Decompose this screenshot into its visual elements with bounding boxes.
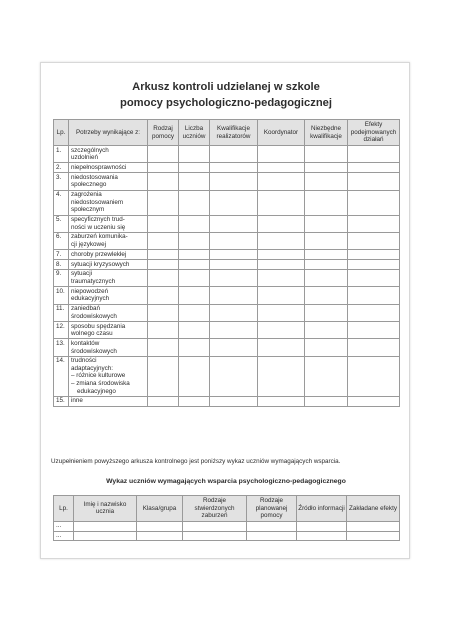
row-number: 8. [54,260,69,270]
empty-cell [179,321,210,338]
row-number: 13. [54,339,69,356]
need-line: niepełnosprawności [71,163,127,171]
empty-cell [348,146,400,163]
empty-cell [210,321,258,338]
need-line: środowiskowych [71,312,117,320]
empty-cell [297,521,347,531]
empty-cell [305,146,348,163]
table-row [54,287,400,304]
header-needs: Potrzeby wynikające z: [69,120,148,146]
row-need [69,304,148,321]
empty-cell [258,321,305,338]
need-line: trudności [71,357,97,365]
empty-cell [210,232,258,249]
empty-cell [210,146,258,163]
empty-cell [179,396,210,406]
row-number: 9. [54,269,69,286]
empty-cell [210,163,258,173]
need-line: – zmiana środowiska [71,380,130,388]
students-list-title: Wykaz uczniów wymagających wsparcia psychologiczno-pedagogicznego [106,478,346,485]
header-required-qualifications: Niezbędne kwalifikacje [305,120,348,146]
empty-cell [258,163,305,173]
header-lp: Lp. [54,120,69,146]
empty-cell [348,163,400,173]
row-need [69,356,148,396]
empty-cell [148,190,179,215]
empty-cell [305,287,348,304]
header-qualifications: Kwalifikacje realizatorów [210,120,258,146]
empty-cell [348,250,400,260]
empty-cell [258,287,305,304]
need-line: społecznym [71,206,105,214]
control-table [53,119,400,407]
empty-cell [305,250,348,260]
empty-cell [210,260,258,270]
empty-cell [148,163,179,173]
empty-cell [305,215,348,232]
students-header-disorders: Rodzaje stwierdzonych zaburzeń [183,496,247,522]
empty-cell [179,339,210,356]
students-header-planned-help: Rodzaje planowanej pomocy [247,496,297,522]
empty-cell [247,531,297,541]
row-number: 6. [54,232,69,249]
empty-cell [258,396,305,406]
empty-cell [348,260,400,270]
table-row [54,250,400,260]
row-need [69,287,148,304]
need-line: – różnice kulturowe [71,372,126,380]
table-row [54,232,400,249]
empty-cell [258,190,305,215]
header-coordinator: Koordynator [258,120,305,146]
empty-cell [348,396,400,406]
empty-cell [210,287,258,304]
document-title [41,79,411,111]
header-effects: Efekty podejmowanych działań [348,120,400,146]
row-number: 10. [54,287,69,304]
empty-cell [179,260,210,270]
row-need [69,250,148,260]
row-need [69,173,148,190]
empty-cell [305,260,348,270]
empty-cell [179,287,210,304]
empty-cell [305,321,348,338]
empty-cell [348,356,400,396]
empty-cell [148,396,179,406]
empty-cell [210,190,258,215]
students-header-class: Klasa/grupa [137,496,183,522]
table-row [54,304,400,321]
empty-cell [148,232,179,249]
empty-cell [210,396,258,406]
empty-cell [348,321,400,338]
need-line: zaburzeń komunika- [71,233,128,241]
empty-cell [210,339,258,356]
row-number: 14. [54,356,69,396]
empty-cell [148,250,179,260]
table-row [54,396,400,406]
empty-cell [348,215,400,232]
table-row [54,269,400,286]
row-number: 7. [54,250,69,260]
supplement-note: Uzupełnieniem powyższego arkusza kontrolnego jest poniższy wykaz uczniów wymagających wsparcia. [51,458,341,465]
table-row [54,163,400,173]
row-need [69,146,148,163]
need-line: choroby przewlekłej [71,250,127,258]
empty-cell [148,173,179,190]
row-number: 1. [54,146,69,163]
empty-cell [179,250,210,260]
empty-cell [305,163,348,173]
empty-cell [305,232,348,249]
need-line: wolnego czasu [71,330,113,338]
need-line: niedostosowania [71,173,118,181]
need-line: edukacyjnych [71,295,110,303]
empty-cell [258,304,305,321]
row-need [69,215,148,232]
empty-cell [348,173,400,190]
title-line-2: pomocy psychologiczno-pedagogicznej [120,97,332,109]
row-number: 15. [54,396,69,406]
control-table-header [54,120,400,146]
students-row-number: ... [54,531,74,541]
row-number: 12. [54,321,69,338]
students-header-source: Źródło informacji [297,496,347,522]
row-need [69,339,148,356]
empty-cell [183,521,247,531]
empty-cell [258,269,305,286]
need-line: uzdolnień [71,154,98,162]
empty-cell [210,173,258,190]
students-row [54,521,400,531]
empty-cell [258,250,305,260]
row-number: 5. [54,215,69,232]
empty-cell [179,304,210,321]
empty-cell [247,521,297,531]
empty-cell [210,269,258,286]
table-row [54,173,400,190]
need-line: cji językowej [71,241,106,249]
empty-cell [305,173,348,190]
empty-cell [305,339,348,356]
empty-cell [258,146,305,163]
empty-cell [348,287,400,304]
empty-cell [179,356,210,396]
empty-cell [148,356,179,396]
empty-cell [74,521,137,531]
row-need [69,269,148,286]
need-line: ności w uczeniu się [71,223,126,231]
empty-cell [74,531,137,541]
empty-cell [148,304,179,321]
table-row [54,215,400,232]
need-line: środowiskowych [71,347,117,355]
need-line: sytuacji kryzysowych [71,260,130,268]
row-number: 11. [54,304,69,321]
need-line: edukacyjnego [77,387,116,395]
students-table-header [54,496,400,522]
empty-cell [258,356,305,396]
header-help-type: Rodzaj pomocy [148,120,179,146]
empty-cell [179,190,210,215]
empty-cell [348,190,400,215]
empty-cell [258,260,305,270]
empty-cell [305,396,348,406]
students-header-lp: Lp. [54,496,74,522]
table-row [54,146,400,163]
empty-cell [148,287,179,304]
empty-cell [148,260,179,270]
table-row [54,339,400,356]
table-row [54,356,400,396]
students-table [53,495,400,541]
empty-cell [179,146,210,163]
need-line: inne [71,397,83,405]
empty-cell [305,269,348,286]
row-need [69,163,148,173]
row-number: 4. [54,190,69,215]
empty-cell [179,232,210,249]
empty-cell [347,531,400,541]
row-number: 3. [54,173,69,190]
empty-cell [148,269,179,286]
empty-cell [348,339,400,356]
need-line: zagrożenia [71,191,102,199]
row-need [69,232,148,249]
need-line: traumatycznych [71,278,116,285]
empty-cell [137,531,183,541]
row-number: 2. [54,163,69,173]
empty-cell [183,531,247,541]
need-line: specyficznych trud- [71,216,125,224]
students-row [54,531,400,541]
empty-cell [137,521,183,531]
need-line: kontaktów [71,339,100,347]
table-row [54,260,400,270]
need-line: adaptacyjnych: [71,364,114,372]
empty-cell [305,356,348,396]
students-header-effects: Zakładane efekty [347,496,400,522]
empty-cell [297,531,347,541]
students-header-name: Imię i nazwisko ucznia [74,496,137,522]
row-need [69,190,148,215]
empty-cell [305,190,348,215]
students-row-number: ... [54,521,74,531]
empty-cell [148,146,179,163]
need-line: społecznego [71,181,107,189]
title-line-1: Arkusz kontroli udzielanej w szkole [132,81,320,93]
empty-cell [347,521,400,531]
empty-cell [179,173,210,190]
empty-cell [305,304,348,321]
need-line: szczególnych [71,146,109,154]
row-need [69,260,148,270]
empty-cell [148,339,179,356]
empty-cell [258,215,305,232]
document-page [40,62,410,559]
empty-cell [210,356,258,396]
empty-cell [148,215,179,232]
empty-cell [179,269,210,286]
empty-cell [258,339,305,356]
empty-cell [258,232,305,249]
need-line: zaniedbań [71,305,101,313]
empty-cell [348,269,400,286]
header-student-count: Liczba uczniów [179,120,210,146]
empty-cell [258,173,305,190]
need-line: niedostosowaniem [71,198,124,206]
row-need [69,321,148,338]
empty-cell [348,232,400,249]
table-row [54,190,400,215]
row-need [69,396,148,406]
need-line: sytuacji [71,270,92,278]
need-line: niepowodzeń [71,287,109,295]
empty-cell [148,321,179,338]
table-row [54,321,400,338]
empty-cell [348,304,400,321]
empty-cell [179,163,210,173]
empty-cell [179,215,210,232]
empty-cell [210,304,258,321]
need-line: sposobu spędzania [71,322,126,330]
empty-cell [210,250,258,260]
empty-cell [210,215,258,232]
